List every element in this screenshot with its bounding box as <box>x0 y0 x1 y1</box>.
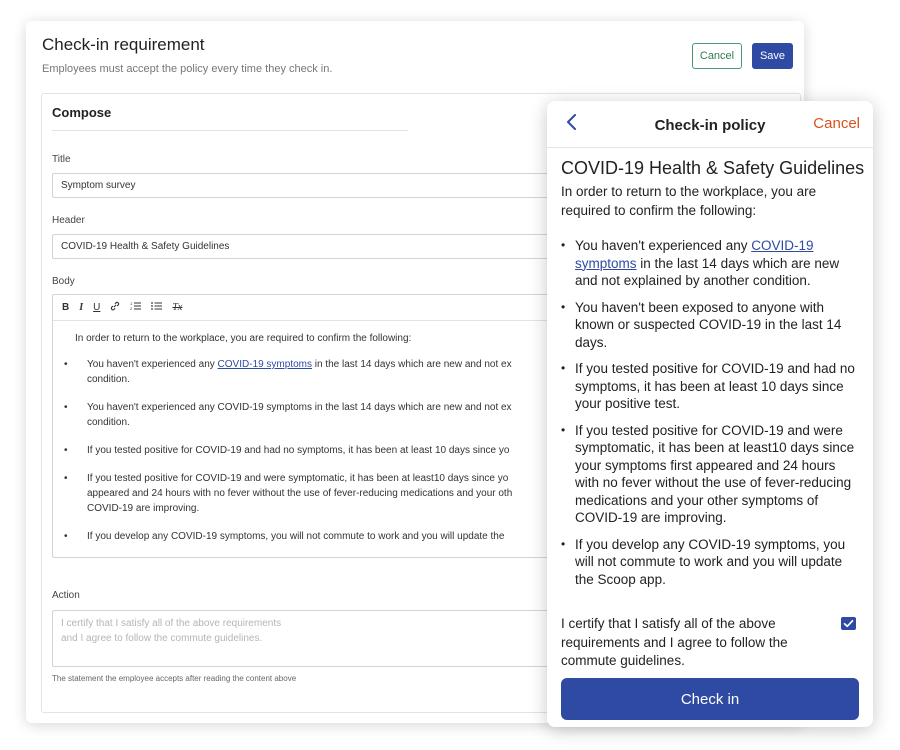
list-item-text: in the last 14 days which are new and not ex <box>312 359 512 370</box>
list-item <box>561 536 861 589</box>
certify-checkbox[interactable] <box>841 617 856 630</box>
bullet-icon: • <box>64 531 68 542</box>
save-button[interactable]: Save <box>752 43 793 69</box>
list-item-text: condition. <box>87 417 130 428</box>
svg-text:2: 2 <box>130 306 133 311</box>
bullet-list-icon[interactable] <box>151 301 162 314</box>
covid-symptoms-link[interactable]: COVID-19 symptoms <box>217 359 312 370</box>
body-label: Body <box>52 276 75 287</box>
bullet-icon: • <box>64 445 68 456</box>
title-label: Title <box>52 154 71 165</box>
list-item-text: If you develop any COVID-19 symptoms, you will not commute to work and you will update the <box>87 531 505 542</box>
list-item <box>61 443 607 458</box>
body-bullet-list <box>61 357 607 544</box>
mobile-cancel-button[interactable]: Cancel <box>813 115 860 132</box>
list-item-text: COVID-19 are improving. <box>87 503 200 514</box>
bold-icon[interactable]: B <box>62 301 70 313</box>
certify-statement: I certify that I satisfy all of the above requirements and I agree to follow the commute guidelines. <box>561 616 788 668</box>
list-item-text: You haven't experienced any <box>87 359 218 370</box>
list-item <box>561 299 861 352</box>
policy-bullet-list <box>561 237 861 597</box>
clear-format-icon[interactable]: Tx <box>172 301 183 313</box>
link-icon[interactable] <box>110 301 120 314</box>
bullet-icon: • <box>64 402 68 413</box>
page-subtitle: Employees must accept the policy every time they check in. <box>42 63 333 75</box>
list-item <box>61 357 607 387</box>
policy-intro: In order to return to the workplace, you are required to confirm the following: <box>561 184 817 218</box>
list-item <box>561 422 861 527</box>
cancel-button[interactable]: Cancel <box>692 43 742 69</box>
page-title: Check-in requirement <box>42 35 205 54</box>
list-item-text: If you tested positive for COVID-19 and had no symptoms, it has been at least 10 days since your positive test. <box>575 361 855 411</box>
compose-divider <box>52 130 408 131</box>
bullet-icon: • <box>561 299 566 314</box>
bullet-icon: • <box>561 238 566 252</box>
body-intro-text: In order to return to the workplace, you are required to confirm the following: <box>75 333 412 344</box>
header-input[interactable]: COVID-19 Health & Safety Guidelines <box>52 234 804 259</box>
bullet-icon: • <box>561 361 566 375</box>
list-item-text: in the last 14 days which are new and not explained by another condition. <box>575 255 840 288</box>
underline-icon[interactable]: U <box>93 301 101 313</box>
bullet-icon: • <box>64 473 68 484</box>
list-item <box>561 360 861 413</box>
mobile-header <box>547 101 873 148</box>
list-item <box>61 471 607 516</box>
list-item-text: If you tested positive for COVID-19 and were symptomatic, it has been at least10 days since yo <box>87 473 509 484</box>
list-item-text: If you tested positive for COVID-19 and were symptomatic, it has been at least10 days since your symptoms first appeared and 24 hours with no fever without the use of fever-reducing medications and your other symptoms of COVID-19 are improving. <box>575 422 855 525</box>
ordered-list-icon[interactable] <box>130 301 141 314</box>
bullet-icon: • <box>561 422 566 437</box>
list-item <box>61 529 607 544</box>
policy-heading: COVID-19 Health & Safety Guidelines <box>561 158 865 178</box>
mobile-title: Check-in policy <box>654 117 766 134</box>
covid-symptoms-link[interactable]: COVID-19 symptoms <box>575 238 814 271</box>
header-label: Header <box>52 215 85 226</box>
list-item-text: You haven't been exposed to anyone with known or suspected COVID-19 in the last 14 days. <box>575 299 842 350</box>
list-item-text: You haven't experienced any COVID-19 symptoms in the last 14 days which are new and not ex <box>87 402 512 413</box>
compose-title: Compose <box>52 105 112 120</box>
title-input[interactable]: Symptom survey <box>52 173 804 198</box>
mobile-preview <box>547 101 873 727</box>
list-item-text: appeared and 24 hours with no fever without the use of fever-reducing medications and your oth <box>87 488 513 499</box>
list-item-text: If you develop any COVID-19 symptoms, you will not commute to work and you will update the Scoop app. <box>575 536 846 587</box>
list-item <box>61 400 607 430</box>
action-placeholder: I certify that I satisfy all of the above requirements <box>61 618 282 629</box>
list-item-text: condition. <box>87 374 130 385</box>
action-placeholder: and I agree to follow the commute guidelines. <box>61 633 263 644</box>
svg-text:1: 1 <box>130 301 133 306</box>
bullet-icon: • <box>64 359 68 370</box>
action-help-text: The statement the employee accepts after reading the content above <box>52 674 297 683</box>
list-item-text: You haven't experienced any <box>575 238 752 253</box>
bullet-icon: • <box>561 536 566 551</box>
checkmark-icon <box>841 617 856 630</box>
check-in-button[interactable]: Check in <box>561 678 859 720</box>
list-item-text: If you tested positive for COVID-19 and had no symptoms, it has been at least 10 days since yo <box>87 445 510 456</box>
action-label: Action <box>52 590 80 601</box>
italic-icon[interactable]: I <box>79 301 84 313</box>
list-item <box>561 237 861 290</box>
